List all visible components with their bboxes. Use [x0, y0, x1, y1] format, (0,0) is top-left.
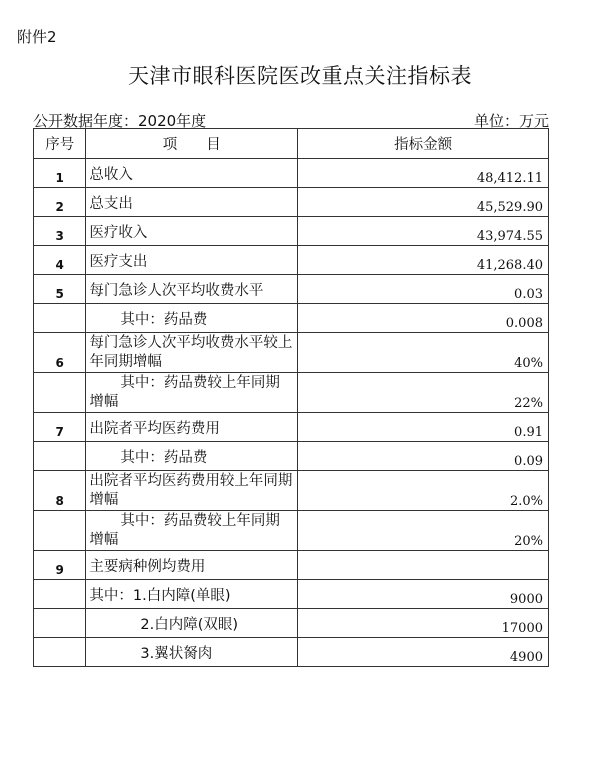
row-serial: 4 — [34, 246, 86, 275]
row-item: 其中：药品费较上年同期增幅 — [86, 511, 298, 551]
row-item: 2.白内障(双眼) — [86, 609, 298, 638]
table-row — [34, 304, 549, 333]
row-serial — [34, 373, 86, 413]
row-item: 出院者平均医药费用 — [86, 413, 298, 442]
row-value: 48,412.11 — [298, 159, 549, 188]
row-serial: 7 — [34, 413, 86, 442]
table-row — [34, 471, 549, 511]
row-serial — [34, 304, 86, 333]
row-item: 每门急诊人次平均收费水平 — [86, 275, 298, 304]
row-serial — [34, 511, 86, 551]
row-serial: 6 — [34, 333, 86, 373]
row-value: 9000 — [298, 580, 549, 609]
row-value: 22% — [298, 373, 549, 413]
table-row — [34, 580, 549, 609]
row-serial — [34, 580, 86, 609]
row-item: 总收入 — [86, 159, 298, 188]
row-item: 总支出 — [86, 188, 298, 217]
row-serial: 9 — [34, 551, 86, 580]
row-item: 3.翼状胬肉 — [86, 638, 298, 667]
table-row — [34, 551, 549, 580]
attachment-label: 附件2 — [17, 28, 57, 46]
row-item: 医疗支出 — [86, 246, 298, 275]
data-year-label: 公开数据年度：2020年度 — [33, 112, 207, 130]
row-value: 43,974.55 — [298, 217, 549, 246]
row-serial: 3 — [34, 217, 86, 246]
page-title: 天津市眼科医院医改重点关注指标表 — [128, 64, 472, 88]
row-value: 0.03 — [298, 275, 549, 304]
row-item: 其中：1.白内障(单眼) — [86, 580, 298, 609]
row-serial: 2 — [34, 188, 86, 217]
row-serial: 1 — [34, 159, 86, 188]
row-value: 0.09 — [298, 442, 549, 471]
row-value — [298, 551, 549, 580]
table-row — [34, 442, 549, 471]
header-amount: 指标金额 — [298, 129, 549, 159]
row-serial — [34, 442, 86, 471]
table-row — [34, 511, 549, 551]
row-item: 每门急诊人次平均收费水平较上年同期增幅 — [86, 333, 298, 373]
row-value: 0.91 — [298, 413, 549, 442]
table-row — [34, 373, 549, 413]
row-item: 主要病种例均费用 — [86, 551, 298, 580]
table-row — [34, 275, 549, 304]
row-value: 41,268.40 — [298, 246, 549, 275]
table-row — [34, 638, 549, 667]
table-row — [34, 333, 549, 373]
table-row — [34, 413, 549, 442]
header-item: 项 目 — [86, 129, 298, 159]
row-value: 4900 — [298, 638, 549, 667]
table-header-row — [34, 129, 549, 159]
row-value: 0.008 — [298, 304, 549, 333]
row-value: 20% — [298, 511, 549, 551]
row-value: 17000 — [298, 609, 549, 638]
row-serial: 5 — [34, 275, 86, 304]
table-row — [34, 609, 549, 638]
header-serial: 序号 — [34, 129, 86, 159]
row-item: 出院者平均医药费用较上年同期增幅 — [86, 471, 298, 511]
row-item: 医疗收入 — [86, 217, 298, 246]
indicator-table — [33, 128, 549, 667]
table-row — [34, 217, 549, 246]
row-serial — [34, 638, 86, 667]
row-item: 其中：药品费较上年同期增幅 — [86, 373, 298, 413]
table-row — [34, 159, 549, 188]
row-value: 2.0% — [298, 471, 549, 511]
table-row — [34, 188, 549, 217]
row-item: 其中：药品费 — [86, 304, 298, 333]
row-value: 40% — [298, 333, 549, 373]
row-value: 45,529.90 — [298, 188, 549, 217]
table-row — [34, 246, 549, 275]
row-serial — [34, 609, 86, 638]
row-serial: 8 — [34, 471, 86, 511]
unit-label: 单位：万元 — [473, 112, 549, 130]
row-item: 其中：药品费 — [86, 442, 298, 471]
